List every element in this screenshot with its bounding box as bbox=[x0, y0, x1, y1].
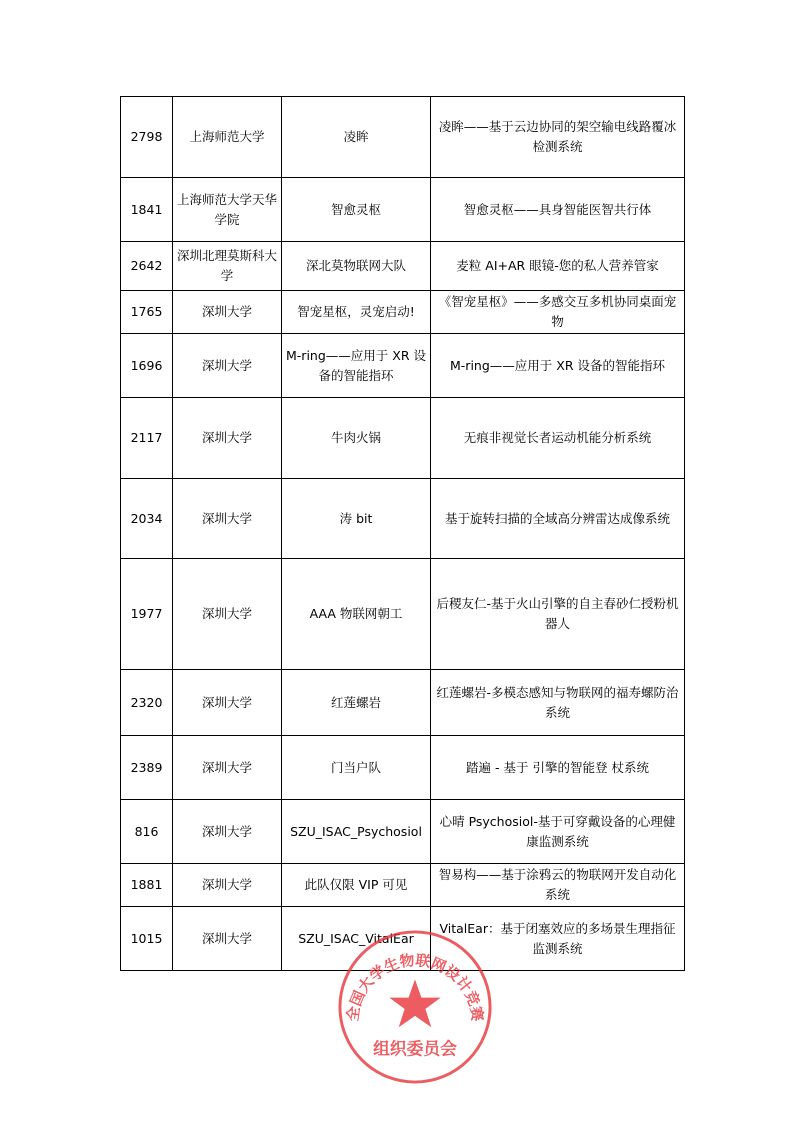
row-team-cell: 红莲螺岩 bbox=[282, 670, 431, 736]
table-row bbox=[121, 178, 685, 242]
row-school-cell: 深圳大学 bbox=[173, 864, 282, 907]
row-project-cell: 红莲螺岩-多模态感知与物联网的福寿螺防治系统 bbox=[431, 670, 685, 736]
row-id-cell: 1765 bbox=[121, 291, 173, 334]
table-row bbox=[121, 242, 685, 291]
row-school-cell: 深圳大学 bbox=[173, 907, 282, 971]
row-team-cell: AAA 物联网朝工 bbox=[282, 559, 431, 670]
table-row bbox=[121, 864, 685, 907]
row-team-cell: M-ring——应用于 XR 设备的智能指环 bbox=[282, 334, 431, 398]
row-project-cell: 智易构——基于涂鸦云的物联网开发自动化系统 bbox=[431, 864, 685, 907]
row-team-cell: 涛 bit bbox=[282, 479, 431, 559]
row-team-cell: 凌眸 bbox=[282, 97, 431, 178]
row-team-cell: 深北莫物联网大队 bbox=[282, 242, 431, 291]
row-id-cell: 2798 bbox=[121, 97, 173, 178]
row-id-cell: 1881 bbox=[121, 864, 173, 907]
award-table bbox=[120, 96, 685, 971]
row-school-cell: 深圳大学 bbox=[173, 559, 282, 670]
row-id-cell: 1015 bbox=[121, 907, 173, 971]
row-team-cell: 门当户队 bbox=[282, 736, 431, 800]
row-school-cell: 上海师范大学 bbox=[173, 97, 282, 178]
table-row bbox=[121, 398, 685, 479]
row-id-cell: 2389 bbox=[121, 736, 173, 800]
award-table-body bbox=[121, 97, 685, 971]
row-team-cell: SZU_ISAC_VitalEar bbox=[282, 907, 431, 971]
row-project-cell: 智愈灵枢——具身智能医智共行体 bbox=[431, 178, 685, 242]
row-team-cell: 智宠星枢，灵宠启动! bbox=[282, 291, 431, 334]
row-project-cell: 凌眸——基于云边协同的架空输电线路覆冰检测系统 bbox=[431, 97, 685, 178]
table-row bbox=[121, 800, 685, 864]
seal-graphic bbox=[336, 928, 494, 1086]
row-project-cell: 麦粒 AI+AR 眼镜-您的私人营养管家 bbox=[431, 242, 685, 291]
row-team-cell: 牛肉火锅 bbox=[282, 398, 431, 479]
seal-org-bottom: 组织委员会 bbox=[373, 1038, 457, 1059]
row-id-cell: 1977 bbox=[121, 559, 173, 670]
row-id-cell: 1696 bbox=[121, 334, 173, 398]
row-project-cell: 心晴 Psychosiol-基于可穿戴设备的心理健康监测系统 bbox=[431, 800, 685, 864]
star-icon bbox=[389, 979, 440, 1027]
row-id-cell: 2320 bbox=[121, 670, 173, 736]
row-school-cell: 深圳大学 bbox=[173, 736, 282, 800]
row-id-cell: 2642 bbox=[121, 242, 173, 291]
row-project-cell: 踏遍 - 基于 引擎的智能登 杖系统 bbox=[431, 736, 685, 800]
row-school-cell: 深圳北理莫斯科大学 bbox=[173, 242, 282, 291]
table-row bbox=[121, 97, 685, 178]
row-school-cell: 深圳大学 bbox=[173, 670, 282, 736]
table-row bbox=[121, 479, 685, 559]
row-school-cell: 深圳大学 bbox=[173, 334, 282, 398]
table-row bbox=[121, 334, 685, 398]
row-id-cell: 2117 bbox=[121, 398, 173, 479]
row-team-cell: 智愈灵枢 bbox=[282, 178, 431, 242]
row-project-cell: 无痕非视觉长者运动机能分析系统 bbox=[431, 398, 685, 479]
row-id-cell: 816 bbox=[121, 800, 173, 864]
row-school-cell: 深圳大学 bbox=[173, 800, 282, 864]
row-team-cell: SZU_ISAC_Psychosiol bbox=[282, 800, 431, 864]
row-project-cell: VitalEar：基于闭塞效应的多场景生理指征监测系统 bbox=[431, 907, 685, 971]
table-row bbox=[121, 559, 685, 670]
row-project-cell: 基于旋转扫描的全域高分辨雷达成像系统 bbox=[431, 479, 685, 559]
official-seal bbox=[336, 928, 494, 1086]
row-project-cell: 《智宠星枢》——多感交互多机协同桌面宠物 bbox=[431, 291, 685, 334]
row-school-cell: 深圳大学 bbox=[173, 479, 282, 559]
row-school-cell: 深圳大学 bbox=[173, 291, 282, 334]
table-row bbox=[121, 736, 685, 800]
row-team-cell: 此队仅限 VIP 可见 bbox=[282, 864, 431, 907]
table-row bbox=[121, 670, 685, 736]
seal-org-top: 全国大学生物联网设计竞赛 bbox=[344, 952, 486, 1023]
row-school-cell: 上海师范大学天华学院 bbox=[173, 178, 282, 242]
table-row bbox=[121, 291, 685, 334]
row-id-cell: 2034 bbox=[121, 479, 173, 559]
row-project-cell: M-ring——应用于 XR 设备的智能指环 bbox=[431, 334, 685, 398]
row-project-cell: 后稷友仁-基于火山引擎的自主春砂仁授粉机器人 bbox=[431, 559, 685, 670]
row-school-cell: 深圳大学 bbox=[173, 398, 282, 479]
row-id-cell: 1841 bbox=[121, 178, 173, 242]
